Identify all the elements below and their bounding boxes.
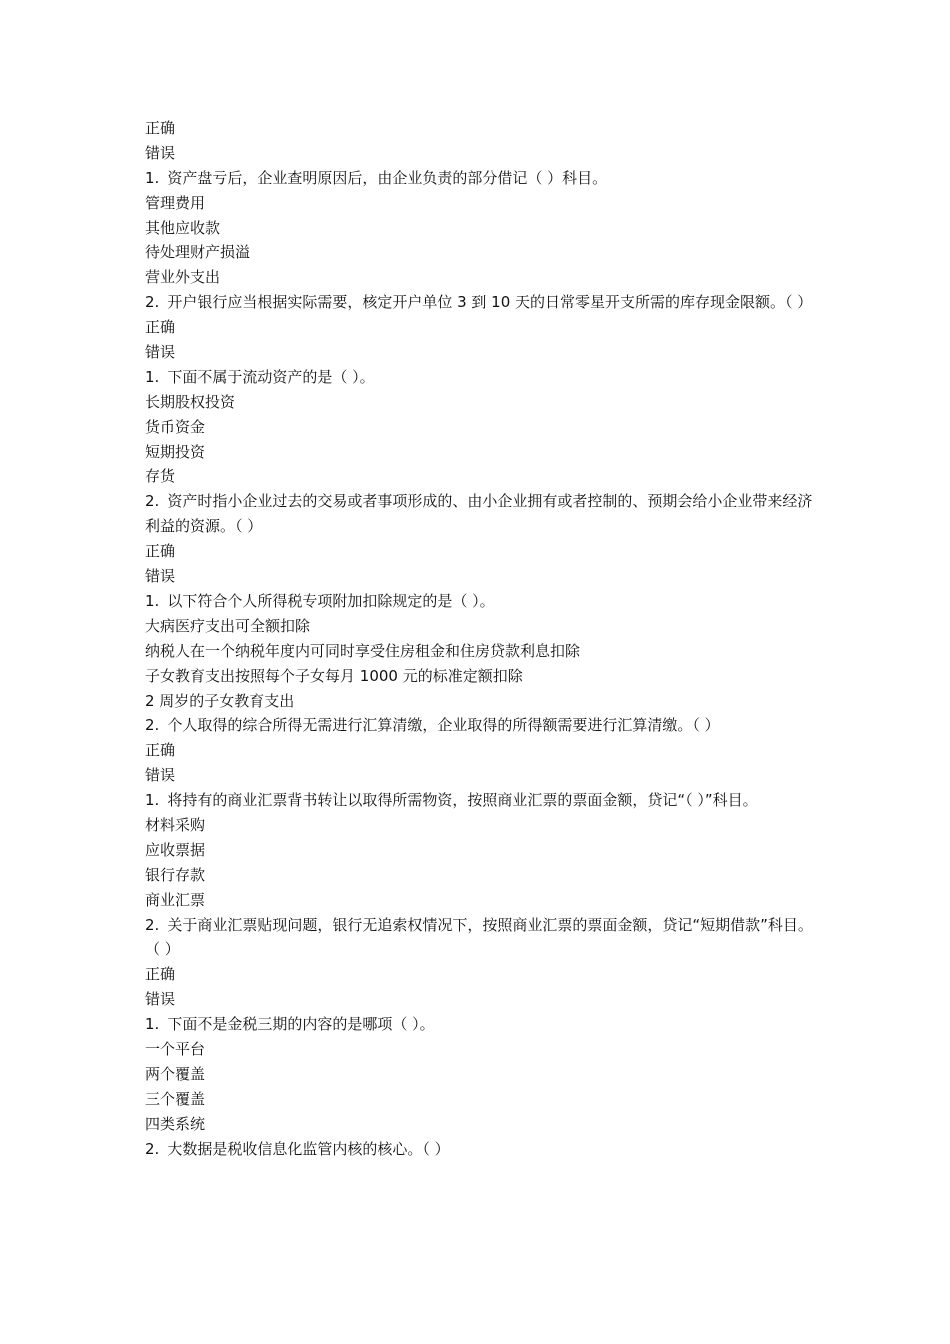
question-text <box>145 365 815 390</box>
answer-option: 三个覆盖 <box>145 1089 206 1108</box>
answer-option: 一个平台 <box>145 1040 206 1059</box>
answer-option: 正确 <box>145 542 176 561</box>
question-number: 1. <box>145 168 160 187</box>
answer-option: 待处理财产损溢 <box>145 243 251 262</box>
question-text <box>145 913 815 963</box>
question-body: 资产时指小企业过去的交易或者事项形成的、由小企业拥有或者控制的、预期会给小企业带来经济利益的资源。（ ） <box>145 492 813 536</box>
document-body <box>145 116 815 1162</box>
answer-option: 错误 <box>145 567 176 586</box>
answer-option: 应收票据 <box>145 840 206 859</box>
question-number: 1. <box>145 367 160 386</box>
answer-option: 货币资金 <box>145 417 206 436</box>
answer-option: 存货 <box>145 467 176 486</box>
answer-option: 正确 <box>145 965 176 984</box>
question-text <box>145 788 815 813</box>
answer-option: 正确 <box>145 741 176 760</box>
question-number: 1. <box>145 591 160 610</box>
answer-option: 错误 <box>145 143 176 162</box>
question-number: 1. <box>145 1015 160 1034</box>
question-number: 2. <box>145 1139 160 1158</box>
answer-option: 管理费用 <box>145 193 206 212</box>
question-body: 关于商业汇票贴现问题，银行无追索权情况下，按照商业汇票的票面金额，贷记“短期借款”科目。（ ） <box>145 915 813 959</box>
question-text <box>145 1012 815 1037</box>
question-body: 将持有的商业汇票背书转让以取得所需物资，按照商业汇票的票面金额，贷记“（ ）”科目。 <box>167 791 758 810</box>
answer-option: 错误 <box>145 990 176 1009</box>
question-body: 开户银行应当根据实际需要，核定开户单位 3 到 10 天的日常零星开支所需的库存现金限额。（ ） <box>167 293 813 312</box>
answer-option: 银行存款 <box>145 865 206 884</box>
question-text <box>145 589 815 614</box>
answer-option: 其他应收款 <box>145 218 221 237</box>
answer-option: 错误 <box>145 766 176 785</box>
answer-option: 长期股权投资 <box>145 392 236 411</box>
answer-option: 短期投资 <box>145 442 206 461</box>
answer-option: 2 周岁的子女教育支出 <box>145 691 295 710</box>
question-text <box>145 713 815 738</box>
question-text <box>145 166 815 191</box>
answer-option: 营业外支出 <box>145 268 221 287</box>
question-number: 1. <box>145 791 160 810</box>
question-number: 2. <box>145 915 160 934</box>
answer-option: 子女教育支出按照每个子女每月 1000 元的标准定额扣除 <box>145 666 523 685</box>
question-body: 资产盘亏后，企业查明原因后，由企业负责的部分借记（ ）科目。 <box>167 168 608 187</box>
answer-option: 材料采购 <box>145 816 206 834</box>
answer-option: 大病医疗支出可全额扣除 <box>145 616 311 635</box>
question-text <box>145 290 815 315</box>
question-body: 下面不是金税三期的内容的是哪项（ ）。 <box>167 1015 435 1034</box>
answer-option: 正确 <box>145 318 176 337</box>
question-number: 2. <box>145 293 160 312</box>
question-body: 大数据是税收信息化监管内核的核心。（ ） <box>167 1139 450 1158</box>
answer-option: 纳税人在一个纳税年度内可同时享受住房租金和住房贷款利息扣除 <box>145 641 581 660</box>
question-number: 2. <box>145 716 160 735</box>
question-number: 2. <box>145 492 160 511</box>
answer-option: 商业汇票 <box>145 890 206 909</box>
answer-option: 两个覆盖 <box>145 1064 206 1083</box>
answer-option: 错误 <box>145 343 176 362</box>
answer-option: 正确 <box>145 119 176 137</box>
question-text <box>145 489 815 539</box>
question-body: 下面不属于流动资产的是（ ）。 <box>167 367 375 386</box>
question-text <box>145 1137 815 1162</box>
question-body: 个人取得的综合所得无需进行汇算清缴，企业取得的所得额需要进行汇算清缴。（ ） <box>167 716 720 735</box>
answer-option: 四类系统 <box>145 1114 206 1133</box>
question-body: 以下符合个人所得税专项附加扣除规定的是（ ）。 <box>167 591 495 610</box>
